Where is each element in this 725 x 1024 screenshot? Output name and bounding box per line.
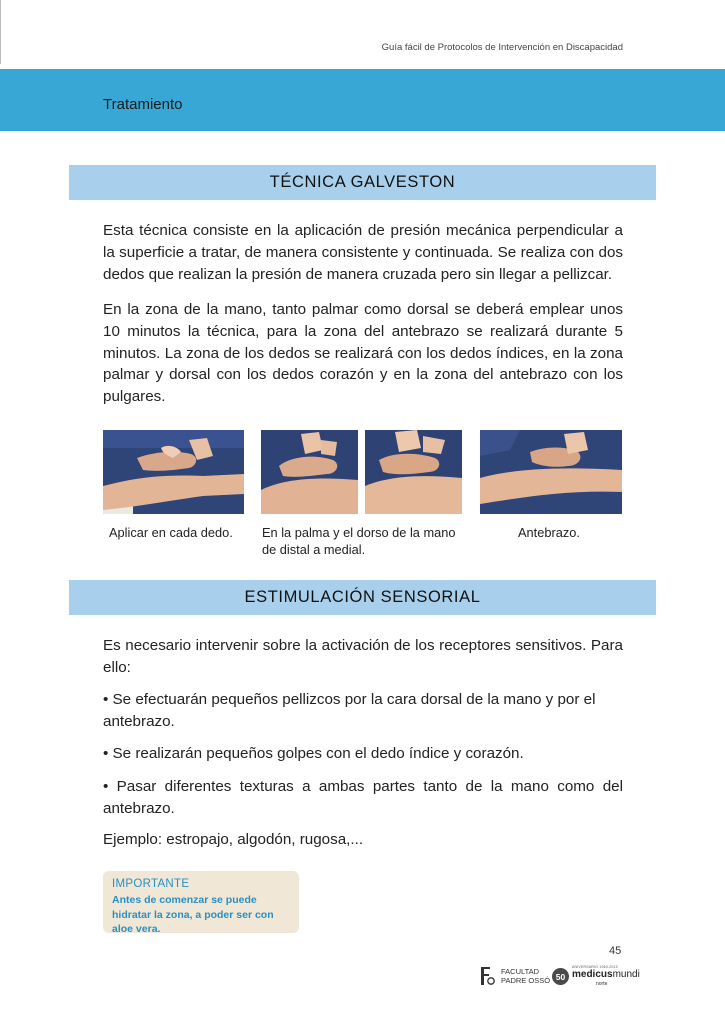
anniversary-badge: 50 [552,968,569,985]
medicus-mundi-logo [572,969,640,980]
photo-fingers [103,430,244,514]
important-note [103,871,299,933]
footer-logos [478,965,640,989]
caption-fingers: Aplicar en cada dedo. [109,525,233,540]
medicus-mundi-rest: mundi [612,969,640,980]
sensorial-bullet-3: • Pasar diferentes texturas a ambas partes tanto de la mano como del antebrazo. [103,778,623,817]
caption-forearm: Antebrazo. [518,525,580,540]
note-title: IMPORTANTE [112,878,190,890]
sensorial-intro: Es necesario intervenir sobre la activación de los receptores sensitivos. Para ello: [103,637,623,676]
faculty-logo-line1: FACULTAD [501,967,540,976]
medicus-mundi-bold: medicus [572,969,613,980]
sensorial-bullet-2: • Se realizarán pequeños golpes con el dedo índice y corazón. [103,745,524,762]
faculty-logo-icon [478,965,496,987]
photo-dorsum-illustration [365,430,462,514]
section-heading: Tratamiento [103,96,183,113]
page-edge-rule [0,0,1,64]
note-body: Antes de comenzar se puede hidratar la zona, a poder ser con aloe vera. [112,894,274,935]
photo-dorsum [365,430,462,514]
photo-palm [261,430,358,514]
photo-forearm-illustration [480,430,622,514]
caption-palm: En la palma y el dorso de la mano de distal a medial. [262,525,456,557]
sensorial-title-bar [69,580,656,615]
faculty-logo-text [501,967,550,985]
page-number: 45 [609,945,622,957]
galveston-title-bar [69,165,656,200]
sensorial-title: ESTIMULACIÓN SENSORIAL [244,588,481,606]
sensorial-bullet-1: • Se efectuarán pequeños pellizcos por la cara dorsal de la mano y por el antebrazo. [103,691,596,730]
galveston-title: TÉCNICA GALVESTON [269,173,456,191]
sensorial-example: Ejemplo: estropajo, algodón, rugosa,... [103,831,364,848]
photo-palm-illustration [261,430,358,514]
faculty-logo-line2: PADRE OSSÓ [501,976,551,985]
photo-forearm [480,430,622,514]
running-header: Guía fácil de Protocolos de Intervención en Discapacidad [381,42,623,53]
galveston-paragraph-2: En la zona de la mano, tanto palmar como dorsal se deberá emplear unos 10 minutos la técnica, para la zona del antebrazo se realizará durante 5 minutos. La zona de los dedos se realizará con los dedos índices, en la zona palmar y dorsal con los dedos corazón y en la zona del antebrazo con los pulgares. [103,301,623,406]
medicus-mundi-sub: norte [596,981,608,987]
galveston-paragraph-1: Esta técnica consiste en la aplicación de presión mecánica perpendicular a la superficie a tratar, de manera consistente y continuada. Se realiza con dos dedos que realizan la presión de manera cruzada pero sin llegar a pellizcar. [103,222,623,283]
medicus-mundi-anniversary: ANIVERSARIO 1963-2013 [572,965,618,969]
photo-fingers-illustration [103,430,244,514]
